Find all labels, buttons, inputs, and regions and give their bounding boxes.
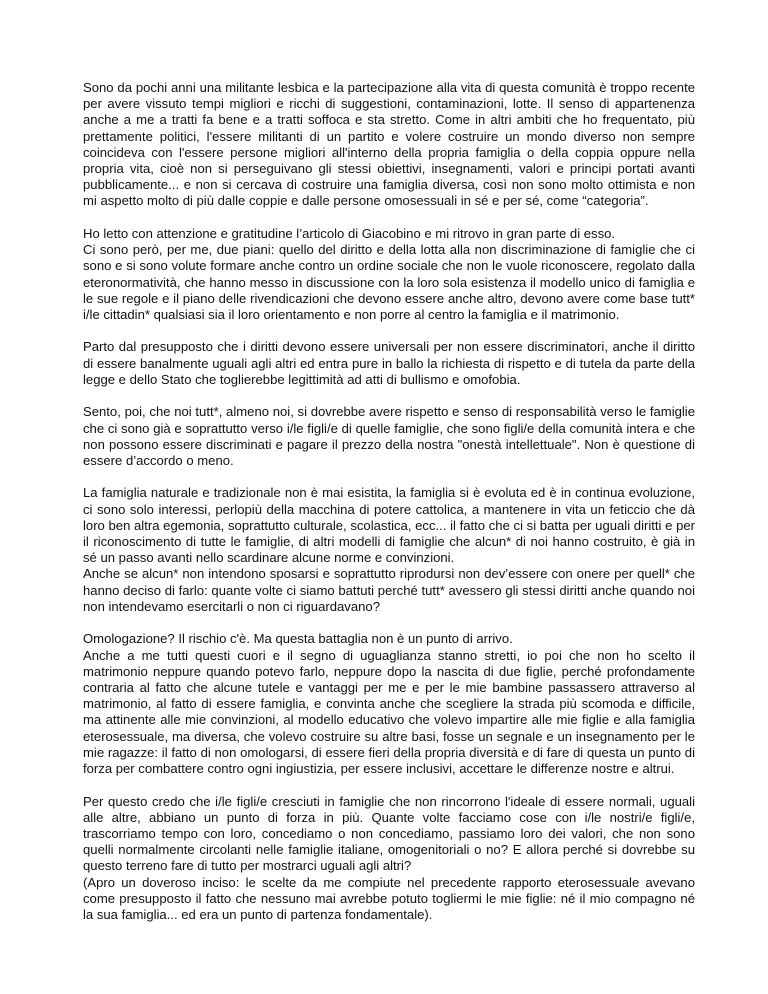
- paragraph-text: Omologazione? Il rischio c'è. Ma questa battaglia non è un punto di arrivo.: [83, 631, 513, 647]
- document-body: [83, 80, 695, 939]
- paragraph-3: [83, 339, 695, 388]
- paragraph-6: [83, 631, 695, 777]
- paragraph-1: [83, 80, 695, 210]
- paragraph-4: [83, 404, 695, 469]
- paragraph-5: [83, 485, 695, 615]
- paragraph-text: Per questo credo che i/le figli/e cresciuti in famiglie che non rincorrono l'ideale di essere normali, uguali alle altre, abbiano un punto di forza in più. Quante volte facciamo cose con i/le nostri/e figli/e, trascorriamo tempo con loro, concediamo o non concediamo, passiamo loro dei valori, che non sono quelli normalmente circolanti nelle famiglie italiane, omogenitoriali o no? E allora perché si dovrebbe su questo terreno fare di tutto per mostrarci uguali agli altri?: [83, 793, 695, 874]
- paragraph-text: Sono da pochi anni una militante lesbica e la partecipazione alla vita di questa comunità è troppo recente per avere vissuto tempi migliori e ricchi di suggestioni, contaminazioni, lotte. Il senso di appartenenza anche a me a tratti fa bene e a tratti soffoca e sta stretto. Come in altri ambiti che ho frequentato, più prettamente politici, l'essere militanti di un partito e volere costruire un mondo diverso non sempre coincideva con l'essere persone migliori all'interno della propria famiglia o della coppia oppure nella propria vita, cioè non si perseguivano gli stessi obiettivi, insegnamenti, valori e principi portati avanti pubblicamente... e non si cercava di costruire una famiglia diversa, così non sono molto ottimista e non mi aspetto molto di più dalle coppie e dalle persone omosessuali in sé e per sé, come “categoria”.: [83, 80, 695, 209]
- paragraph-text: Sento, poi, che noi tutt*, almeno noi, si dovrebbe avere rispetto e senso di responsabilità verso le famiglie che ci sono già e soprattutto verso i/le figli/e di quelle famiglie, che sono figli/e della comunità intera e che non possono essere discriminati e pagare il prezzo della nostra "onestà intellettuale". Non è questione di essere d’accordo o meno.: [83, 404, 695, 468]
- paragraph-text: Ci sono però, per me, due piani: quello del diritto e della lotta alla non discriminazione di famiglie che ci sono e si sono volute formare anche contro un ordine sociale che non le vuole riconoscere, regolato dalla eteronormatività, che hanno messo in discussione con la loro sola esistenza il modello unico di famiglia e le sue regole e il piano delle rivendicazioni che devono essere anche altro, devono avere come base tutt* i/le cittadin* qualsiasi sia il loro orientamento e non porre al centro la famiglia e il matrimonio.: [83, 242, 695, 322]
- paragraph-text: Anche se alcun* non intendono sposarsi e soprattutto riprodursi non dev’essere con onere per quell* che hanno deciso di farlo: quante volte ci siamo battuti perché tutt* avessero gli stessi diritti anche quando noi non intendevamo esercitarli o non ci riguardavano?: [83, 566, 695, 614]
- paragraph-text: Parto dal presupposto che i diritti devono essere universali per non essere discriminatori, anche il diritto di essere banalmente uguali agli altri ed entra pure in ballo la richiesta di rispetto e di tutela da parte della legge e dello Stato che toglierebbe legittimità ad atti di bullismo e omofobia.: [83, 339, 695, 387]
- paragraph-text: Anche a me tutti questi cuori e il segno di uguaglianza stanno stretti, io poi che non ho scelto il matrimonio neppure quando potevo farlo, neppure dopo la nascita di due figlie, perché profondamente contraria al fatto che alcune tutele e vantaggi per me e per le mie bambine passassero attraverso al matrimonio, al fatto di essere famiglia, e convinta anche che scegliere la strada più scomoda e difficile, ma attinente alle mie convinzioni, al modello educativo che volevo impartire alle mie figlie e alla famiglia eterosessuale, ma diversa, che volevo costruire su altre basi, fosse un segnale e un insegnamento per le mie ragazze: il fatto di non omologarsi, di essere fieri della propria diversità e di fare di questa un punto di forza per combattere contro ogni ingiustizia, per essere inclusivi, accettare le differenze nostre e altrui.: [83, 647, 695, 776]
- paragraph-text: La famiglia naturale e tradizionale non è mai esistita, la famiglia si è evoluta ed è in continua evoluzione, ci sono solo interessi, perlopiù della macchina di potere cattolica, a mantenere in vita un feticcio che dà loro ben altra egemonia, soprattutto culturale, scolastica, ecc... il fatto che ci si batta per uguali diritti e per il riconoscimento di tutte le famiglie, di altri modelli di famiglie che alcun* di noi hanno costruito, è già in sé un passo avanti nello scardinare alcune norme e convinzioni.: [83, 485, 695, 566]
- paragraph-text: Ho letto con attenzione e gratitudine l’articolo di Giacobino e mi ritrovo in gran parte di esso.: [83, 225, 616, 241]
- paragraph-2: [83, 226, 695, 323]
- paragraph-text: (Apro un doveroso inciso: le scelte da me compiute nel precedente rapporto eterosessuale avevano come presupposto il fatto che nessuno mai avrebbe potuto togliermi le mie figlie: né il mio compagno né la sua famiglia... ed era un punto di partenza fondamentale).: [83, 874, 695, 922]
- paragraph-7: [83, 794, 695, 924]
